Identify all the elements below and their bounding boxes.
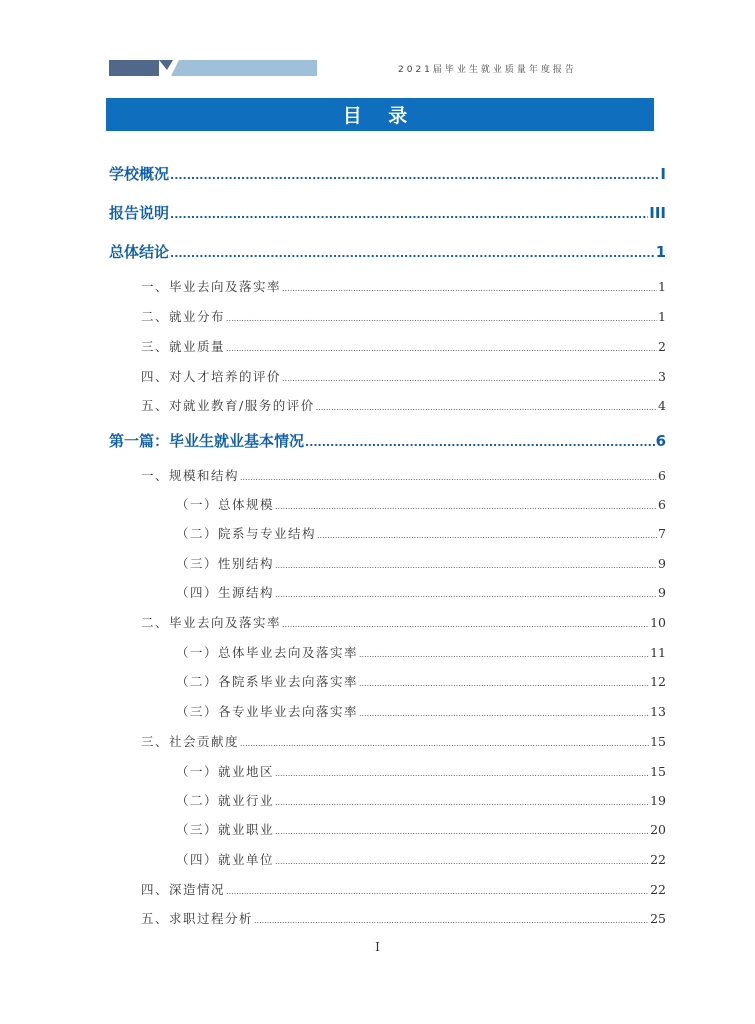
toc-section-entry[interactable] <box>176 672 666 692</box>
toc-entry-label: （一）就业地区 <box>176 764 275 779</box>
toc-dot-leader <box>317 531 657 540</box>
toc-entry-label: 总体结论 <box>109 243 170 261</box>
report-title: 2021届毕业生就业质量年度报告 <box>398 65 577 75</box>
toc-page-number: 10 <box>650 615 666 630</box>
toc-page-number: 13 <box>650 704 666 719</box>
toc-section-entry[interactable] <box>141 396 666 416</box>
toc-dot-leader <box>170 208 648 221</box>
toc-page-number: 11 <box>650 645 666 660</box>
toc-dot-leader <box>316 403 657 412</box>
toc-entry-label: （三）性别结构 <box>176 556 275 571</box>
toc-section-entry[interactable] <box>141 466 666 486</box>
toc-page-number: 19 <box>650 793 666 808</box>
toc-dot-leader <box>226 887 649 896</box>
toc-dot-leader <box>170 169 659 182</box>
toc-dot-leader <box>226 314 657 323</box>
toc-entry-label: 二、毕业去向及落实率 <box>141 615 282 630</box>
toc-page-number: 6 <box>658 468 666 483</box>
toc-dot-leader <box>359 650 649 659</box>
toc-page-number: 3 <box>658 369 666 384</box>
toc-page-number: 2 <box>658 339 666 354</box>
toc-dot-leader <box>275 502 657 511</box>
toc-dot-leader <box>275 769 649 778</box>
toc-dot-leader <box>254 916 649 925</box>
toc-entry-label: （四）就业单位 <box>176 852 275 867</box>
toc-dot-leader <box>226 344 657 353</box>
toc-section-entry[interactable] <box>141 337 666 357</box>
toc-section-entry[interactable] <box>176 791 666 811</box>
toc-dot-leader <box>282 620 649 629</box>
toc-page-number: 25 <box>650 911 666 926</box>
header-logo-band <box>109 60 317 76</box>
toc-section-entry[interactable] <box>176 554 666 574</box>
toc-page-number: 9 <box>658 585 666 600</box>
toc-entry-label: 三、就业质量 <box>141 339 226 354</box>
toc-section-entry[interactable] <box>176 702 666 722</box>
toc-section-entry[interactable] <box>141 732 666 752</box>
toc-chapter-entry[interactable] <box>109 241 666 265</box>
toc-section-entry[interactable] <box>141 880 666 900</box>
toc-entry-label: （二）院系与专业结构 <box>176 526 317 541</box>
toc-dot-leader <box>240 473 657 482</box>
toc-entry-label: 二、就业分布 <box>141 309 226 324</box>
toc-entry-label: 第一篇：毕业生就业基本情况 <box>109 432 305 450</box>
toc-entry-label: （四）生源结构 <box>176 585 275 600</box>
toc-chapter-entry[interactable] <box>109 163 666 187</box>
toc-page-number: 20 <box>650 822 666 837</box>
toc-section-entry[interactable] <box>176 850 666 870</box>
toc-page-number: 22 <box>650 882 666 897</box>
toc-dot-leader <box>305 436 655 449</box>
toc-page-number: I <box>660 165 666 183</box>
toc-dot-leader <box>282 374 657 383</box>
toc-entry-label: 五、求职过程分析 <box>141 911 254 926</box>
toc-page-number: 1 <box>655 243 666 261</box>
toc-page-number: 6 <box>655 432 666 450</box>
toc-section-entry[interactable] <box>176 524 666 544</box>
toc-chapter-entry[interactable] <box>109 430 666 454</box>
toc-page-number: 15 <box>650 764 666 779</box>
toc-section-entry[interactable] <box>141 277 666 297</box>
toc-entry-label: （二）就业行业 <box>176 793 275 808</box>
toc-dot-leader <box>275 857 649 866</box>
toc-entry-label: 报告说明 <box>109 204 170 222</box>
toc-entry-label: （一）总体毕业去向及落实率 <box>176 645 359 660</box>
toc-entry-label: 一、毕业去向及落实率 <box>141 279 282 294</box>
toc-entry-label: 一、规模和结构 <box>141 468 240 483</box>
toc-title-banner: 目 录 <box>106 98 654 131</box>
toc-entry-label: 五、对就业教育/服务的评价 <box>141 398 315 413</box>
toc-section-entry[interactable] <box>141 909 666 929</box>
toc-entry-label: 三、社会贡献度 <box>141 734 240 749</box>
toc-section-entry[interactable] <box>176 762 666 782</box>
toc-page-number: 1 <box>658 279 666 294</box>
toc-entry-label: （二）各院系毕业去向落实率 <box>176 674 359 689</box>
toc-dot-leader <box>275 590 657 599</box>
toc-dot-leader <box>240 739 649 748</box>
toc-page-number: 12 <box>650 674 666 689</box>
toc-page-number: 22 <box>650 852 666 867</box>
toc-page-number: 15 <box>650 734 666 749</box>
toc-page-number: 4 <box>658 398 666 413</box>
toc-page-number: 6 <box>658 497 666 512</box>
toc-entry-label: （三）各专业毕业去向落实率 <box>176 704 359 719</box>
toc-dot-leader <box>359 679 649 688</box>
toc-page-number: III <box>649 204 666 222</box>
toc-entry-label: 学校概况 <box>109 165 170 183</box>
toc-entry-label: 四、深造情况 <box>141 882 226 897</box>
toc-entry-label: （三）就业职业 <box>176 822 275 837</box>
toc-section-entry[interactable] <box>141 613 666 633</box>
toc-section-entry[interactable] <box>176 820 666 840</box>
toc-chapter-entry[interactable] <box>109 202 666 226</box>
toc-dot-leader <box>275 561 657 570</box>
page-number: I <box>375 940 380 954</box>
toc-entry-label: （一）总体规模 <box>176 497 275 512</box>
toc-dot-leader <box>275 827 649 836</box>
toc-page-number: 7 <box>658 526 666 541</box>
toc-page-number: 1 <box>658 309 666 324</box>
toc-dot-leader <box>170 247 655 260</box>
toc-entry-label: 四、对人才培养的评价 <box>141 369 282 384</box>
toc-dot-leader <box>359 709 649 718</box>
toc-dot-leader <box>275 798 649 807</box>
toc-section-entry[interactable] <box>141 367 666 387</box>
toc-section-entry[interactable] <box>141 307 666 327</box>
toc-section-entry[interactable] <box>176 643 666 663</box>
toc-dot-leader <box>282 284 657 293</box>
toc-section-entry[interactable] <box>176 583 666 603</box>
toc-page-number: 9 <box>658 556 666 571</box>
toc-section-entry[interactable] <box>176 495 666 515</box>
